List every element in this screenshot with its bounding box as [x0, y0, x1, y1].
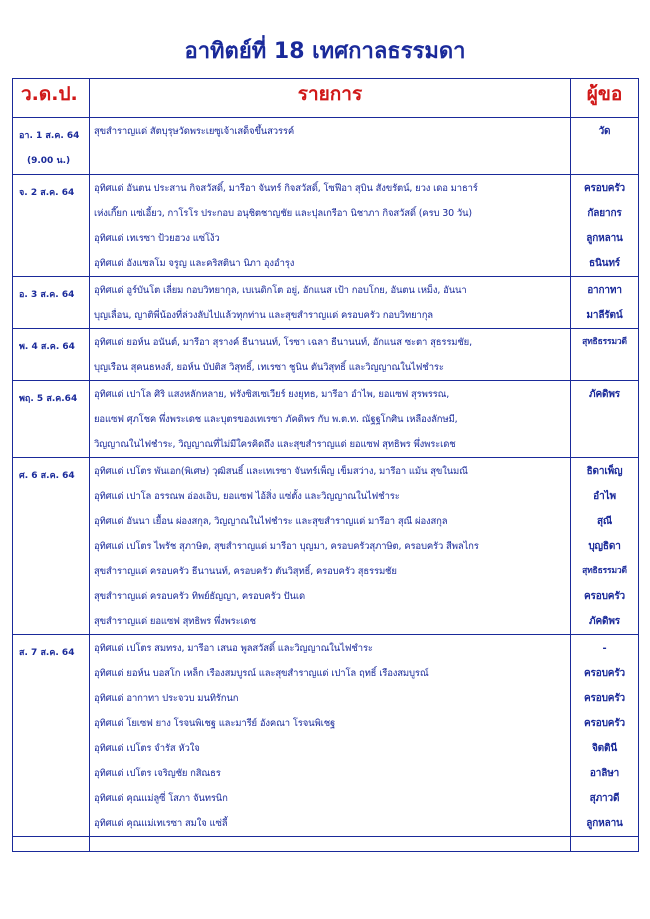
intention-line: อุทิศแด่ เทเรซา ป้วยฮวง แซ่โง้ว [94, 233, 220, 244]
requester-name: ลูกหลาน [586, 233, 623, 244]
intention-line: อุทิศแด่ อันตน ประสาน กิจสวัสดิ์, มารีอา จันทร์ กิจสวัสดิ์, โซฟีอา สุบิน สังขรัตน์, ยวง เดอ มาธาร์ [94, 183, 478, 194]
table-row [13, 635, 639, 837]
intention-line: อุทิศแด่ อูร์บันโต เลี่ยม กอบวิทยากุล, เบเนดิกโต อยู่, อักแนส เป้า กอบโกย, อันตน เหม็ง, อันนา [94, 285, 467, 296]
items-cell [90, 635, 571, 837]
page-title: อาทิตย์ที่ 18 เทศกาลธรรมดา [184, 39, 466, 64]
items-cell [90, 458, 571, 635]
intention-line: อุทิศแด่ เปโตร จำรัส หัวใจ [94, 743, 200, 754]
items-cell [90, 329, 571, 381]
empty-cell [13, 837, 90, 852]
requester-name: ธนินทร์ [589, 258, 620, 269]
date-label: พ. 4 ส.ค. 64 [19, 342, 75, 352]
requester-cell [571, 635, 639, 837]
time-label: (9.00 น.) [27, 156, 71, 166]
items-cell [90, 118, 571, 175]
items-cell [90, 175, 571, 277]
requester-name: อากาทา [587, 285, 622, 296]
requester-name: บุญธิดา [588, 541, 621, 552]
date-cell [13, 458, 90, 635]
intention-line: อุทิศแด่ อังแซลโม จรูญ และคริสตินา นิภา อุงอำรุง [94, 258, 295, 269]
date-cell [13, 635, 90, 837]
requester-name: สุภาวดี [589, 793, 620, 804]
date-label: ส. 7 ส.ค. 64 [19, 648, 75, 658]
requester-cell [571, 118, 639, 175]
requester-name: ภัคดิพร [589, 389, 620, 400]
intention-line: อุทิศแด่ เปโตร สมทรง, มารีอา เสนอ พูลสวัสดิ์ และวิญญาณในไฟชำระ [94, 643, 373, 654]
requester-name: ครอบครัว [583, 591, 626, 602]
intention-line: บุญเรือน สุคนธหงส์, ยอห์น บัปติส วิสุทธิ์, เทเรซา ชูนิน ตันวิสุทธิ์ และวิญญาณในไฟชำระ [94, 362, 444, 373]
header-requester: ผู้ขอ [571, 79, 639, 118]
empty-cell [90, 837, 571, 852]
requester-name: สุณี [596, 516, 613, 527]
date-cell [13, 175, 90, 277]
table-row [13, 381, 639, 458]
requester-name: จิตตินี [591, 743, 618, 754]
intention-line: สุขสำราญแด่ สัตบุรุษวัดพระเยซูเจ้าเสด็จขึ้นสวรรค์ [94, 126, 295, 137]
date-label: พฤ. 5 ส.ค.64 [19, 394, 78, 404]
requester-cell [571, 458, 639, 635]
intention-line: อุทิศแด่ เปโตร พันเอก(พิเศษ) วุฒิสนธิ์ และเทเรซา จันทร์เพ็ญ เข็มสว่าง, มารีอา แม้น สุขในมณี [94, 466, 468, 477]
table-row [13, 458, 639, 635]
intention-line: อุทิศแด่ เปาโล อรรณพ อ่องเอิบ, ยอแซฟ ไอ้สิ่ง แซ่ตั้ง และวิญญาณในไฟชำระ [94, 491, 400, 502]
date-cell [13, 329, 90, 381]
requester-name: ครอบครัว [583, 668, 626, 679]
requester-name: ธิดาเพ็ญ [586, 466, 623, 477]
intention-line: สุขสำราญแด่ ครอบครัว ทิพย์ธัญญา, ครอบครัว ปันเด [94, 591, 305, 602]
mass-intention-table [12, 78, 639, 852]
requester-name: สุทธิธรรมวดี [582, 566, 627, 576]
requester-name: - [602, 643, 607, 654]
table-row [13, 175, 639, 277]
date-cell [13, 381, 90, 458]
table-row [13, 329, 639, 381]
requester-name: ภัคดิพร [589, 616, 620, 627]
requester-name: อำไพ [593, 491, 616, 502]
items-cell [90, 381, 571, 458]
date-label: อา. 1 ส.ค. 64 [19, 131, 80, 141]
header-items: รายการ [90, 79, 571, 118]
table-row [13, 277, 639, 329]
requester-cell [571, 175, 639, 277]
requester-name: มาลีรัตน์ [586, 310, 623, 321]
date-cell [13, 277, 90, 329]
requester-name: ลูกหลาน [586, 818, 623, 829]
requester-name: กัลยากร [587, 208, 622, 219]
requester-name: ครอบครัว [583, 693, 626, 704]
intention-line: ยอแซฟ ศุภโชค พึ่งพระเดช และบุตรของเทเรซา ภัคดิพร กับ พ.ต.ท. ณัฐฐโกศิน เหลืองลักษมี, [94, 414, 458, 425]
requester-cell [571, 277, 639, 329]
intention-line: อุทิศแด่ คุณแม่ลูซี่ โสภา จันทรนิก [94, 793, 228, 804]
items-cell [90, 277, 571, 329]
requester-name: อาลิษา [589, 768, 620, 779]
requester-cell [571, 381, 639, 458]
requester-name: ครอบครัว [583, 718, 626, 729]
date-cell [13, 118, 90, 175]
intention-line: เห่งเกี๊ยก แซ่เอี้ยว, กาโรโร ประกอบ อนุชิตชาญชัย และปุลเกรีอา นิชาภา กิจสวัสดิ์ (ครบ 30 วัน) [94, 208, 472, 219]
intention-line: วิญญาณในไฟชำระ, วิญญาณที่ไม่มีใครคิดถึง และสุขสำราญแด่ ยอแซฟ สุทธิพร พึ่งพระเดช [94, 439, 456, 450]
intention-line: อุทิศแด่ โยเซฟ ยาง โรจนพิเชฐ และมารีย์ อังคณา โรจนพิเชฐ [94, 718, 336, 729]
intention-line: อุทิศแด่ เปโตร เจริญชัย กสิณธร [94, 768, 221, 779]
intention-line: บุญเลื่อน, ญาติพี่น้องที่ล่วงลับไปแล้วทุกท่าน และสุขสำราญแด่ ครอบครัว กอบวิทยากุล [94, 310, 433, 321]
requester-name: สุทธิธรรมวดี [582, 337, 627, 347]
intention-line: อุทิศแด่ เปโตร ไพรัช สุภาษิต, สุขสำราญแด่ มารีอา บุญมา, ครอบครัวสุภาษิต, ครอบครัว สีพลไกร [94, 541, 479, 552]
requester-name: ครอบครัว [583, 183, 626, 194]
intention-line: สุขสำราญแด่ ครอบครัว ธีนานนท์, ครอบครัว ตันวิสุทธิ์, ครอบครัว สุธรรมชัย [94, 566, 397, 577]
intention-line: อุทิศแด่ ยอห์น อนันต์, มารีอา สุรางค์ ธีนานนท์, โรซา เฉลา ธีนานนท์, อักแนส ซะตา สุธรรมชัย, [94, 337, 472, 348]
intention-line: อุทิศแด่ เปาโล ศิริ แสงหลักหลาย, ฟรังซิสเซเวียร์ ยงยุทธ, มารีอา อำไพ, ยอแซฟ สุรพรรณ, [94, 389, 450, 400]
requester-name: วัด [598, 126, 611, 137]
table-row-empty [13, 837, 639, 852]
intention-line: อุทิศแด่ อากาทา ประจวบ มนทิรักนก [94, 693, 239, 704]
intention-line: อุทิศแด่ คุณแม่เทเรซา สมใจ แซ่ลี้ [94, 818, 228, 829]
intention-line: สุขสำราญแด่ ยอแซฟ สุทธิพร พึ่งพระเดช [94, 616, 256, 627]
table-header-row [13, 79, 639, 118]
intention-line: อุทิศแด่ อันนา เยื้อน ผ่องสกุล, วิญญาณในไฟชำระ และสุขสำราญแด่ มารีอา สุณี ผ่องสกุล [94, 516, 448, 527]
date-label: จ. 2 ส.ค. 64 [19, 188, 75, 198]
empty-cell [571, 837, 639, 852]
date-label: อ. 3 ส.ค. 64 [19, 290, 75, 300]
table-row [13, 118, 639, 175]
requester-cell [571, 329, 639, 381]
intention-line: อุทิศแด่ ยอห์น บอสโก เหล็ก เรืองสมบูรณ์ และสุขสำราญแด่ เปาโล ฤทธิ์ เรืองสมบูรณ์ [94, 668, 429, 679]
date-label: ศ. 6 ส.ค. 64 [19, 471, 75, 481]
header-date: ว.ด.ป. [13, 79, 90, 118]
